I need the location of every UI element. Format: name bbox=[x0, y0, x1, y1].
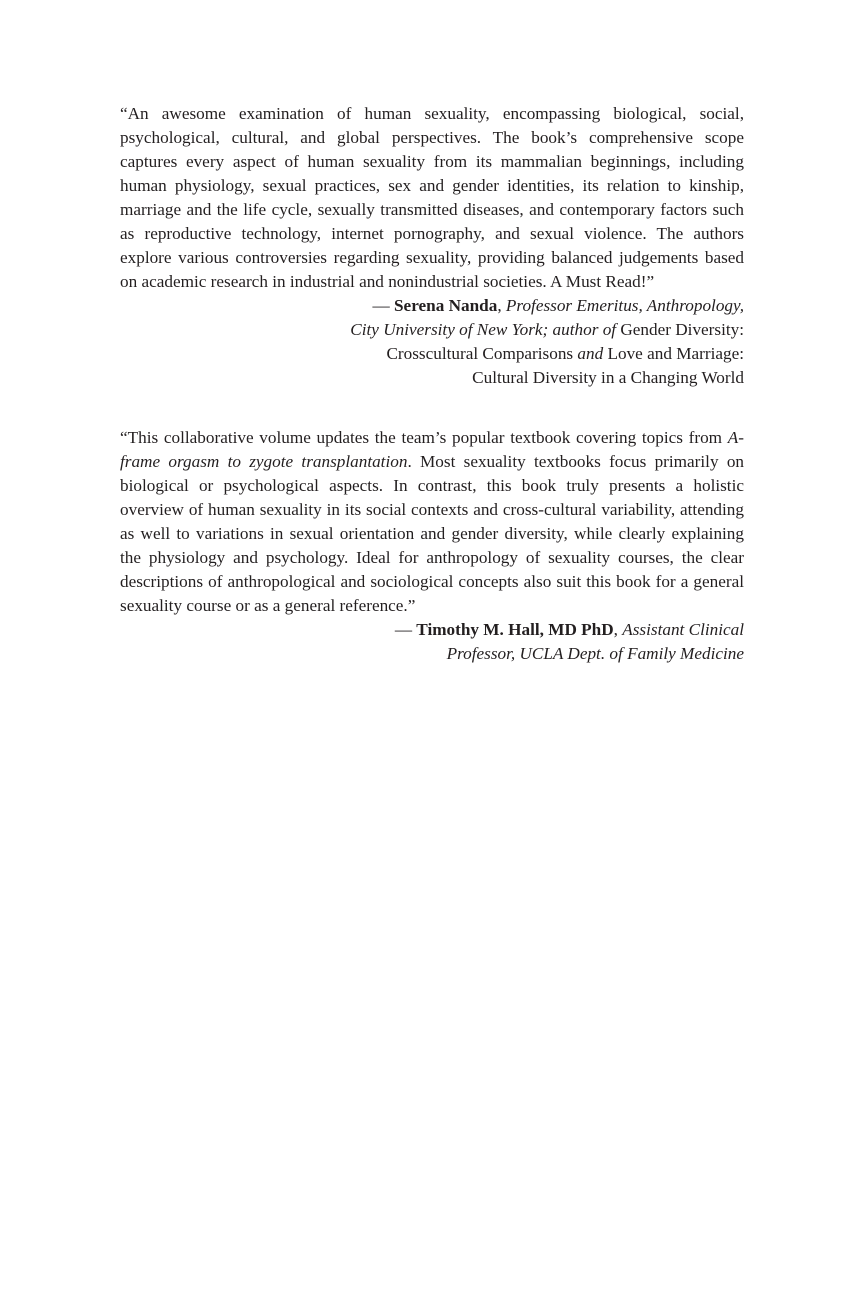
book-title-2a: Love and Marriage: bbox=[607, 344, 744, 363]
attribution-line-1 bbox=[120, 618, 744, 642]
attribution-separator: , bbox=[497, 296, 506, 315]
author-title: Professor Emeritus, Anthropology, bbox=[505, 296, 744, 315]
testimonial-attribution bbox=[120, 294, 744, 390]
attribution-line-1 bbox=[120, 294, 744, 318]
attribution-line-2 bbox=[120, 642, 744, 666]
attribution-line-4 bbox=[120, 366, 744, 390]
quote-text-end: . Most sexuality textbooks focus primarily on biological or psychological aspects. In contrast, this book truly presents a holistic overview of human sexuality in its social contexts and cross-cultural variability, attending as well to variations in sexual orientation and gender diversity, while clearly explaining the physiology and psychology. Ideal for anthropology of sexuality courses, the clear descriptions of anthropological and sociological concepts also suit this book for a general sexuality course or as a general reference.” bbox=[120, 452, 745, 615]
testimonial-attribution bbox=[120, 618, 744, 666]
section-spacer bbox=[120, 390, 744, 426]
attribution-dash: — bbox=[394, 620, 417, 639]
testimonial-1 bbox=[120, 102, 744, 390]
page-content bbox=[120, 102, 744, 666]
author-title: Assistant Clinical bbox=[622, 620, 744, 639]
author-affiliation: City University of New York; author of bbox=[350, 320, 617, 339]
author-affiliation: Professor, UCLA Dept. of Family Medicine bbox=[446, 644, 744, 663]
conjunction-and: and bbox=[573, 344, 608, 363]
attribution-line-3 bbox=[120, 342, 744, 366]
quote-text-start: “This collaborative volume updates the team’s popular textbook covering topics from bbox=[120, 428, 728, 447]
attribution-separator: , bbox=[613, 620, 623, 639]
author-name: Timothy M. Hall, MD PhD bbox=[416, 620, 614, 639]
attribution-line-2 bbox=[120, 318, 744, 342]
book-title-2b: Cultural Diversity in a Changing World bbox=[472, 368, 744, 387]
quote-italic-phrase: A-frame orgasm to zygote transplantation bbox=[120, 428, 744, 471]
book-title-1a: Gender Diversity: bbox=[616, 320, 744, 339]
attribution-dash: — bbox=[372, 296, 394, 315]
testimonial-2 bbox=[120, 426, 744, 666]
testimonial-quote: “An awesome examination of human sexuality, encompassing biological, social, psychological, cultural, and global perspectives. The book’s comprehensive scope captures every aspect of human sexuality from its mammalian beginnings, including human physiology, sexual practices, sex and gender identities, its relation to kinship, marriage and the life cycle, sexually transmitted diseases, and contemporary factors such as reproductive technology, internet pornography, and sexual violence. The authors explore various controversies regarding sexuality, providing balanced judgements based on academic research in industrial and nonindustrial societies. A Must Read!” bbox=[120, 104, 744, 291]
author-name: Serena Nanda bbox=[394, 296, 498, 315]
book-title-1b: Crosscultural Comparisons bbox=[386, 344, 574, 363]
testimonial-quote bbox=[120, 426, 744, 618]
